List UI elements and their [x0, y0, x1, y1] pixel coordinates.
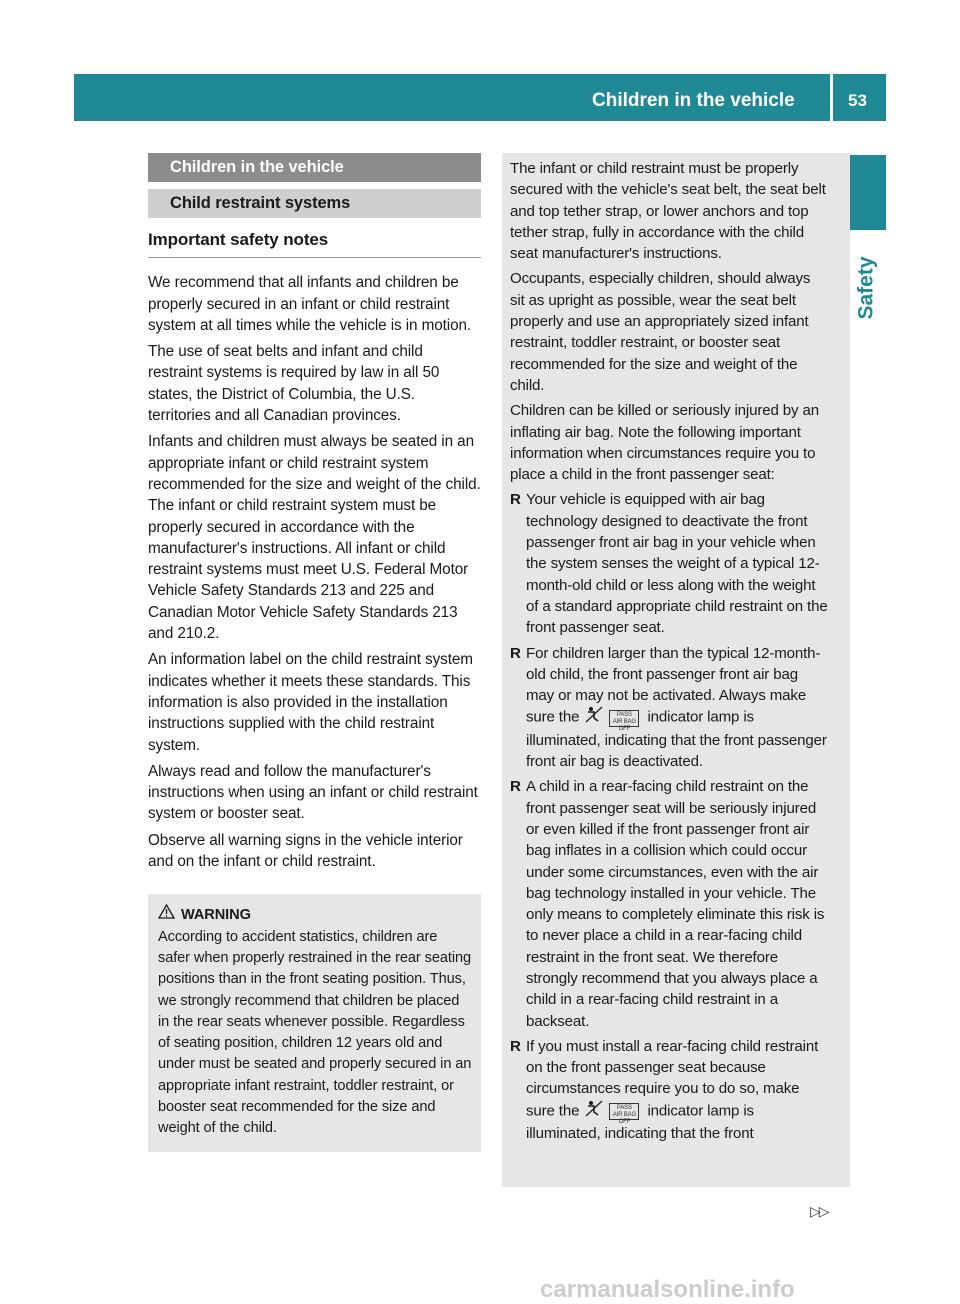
right-column — [510, 158, 828, 1148]
passenger-airbag-off-icon — [585, 1100, 603, 1123]
paragraph: Observe all warning signs in the vehicle interior and on the infant or child restraint. — [148, 831, 463, 871]
header-divider — [830, 74, 833, 121]
bullet-marker: R — [510, 491, 521, 509]
pass-airbag-off-lamp-icon: PASS AIR BAG OFF — [609, 1103, 639, 1120]
left-column — [148, 153, 481, 1152]
warning-header — [158, 904, 473, 926]
passenger-airbag-off-icon — [585, 706, 603, 729]
warning-triangle-icon — [158, 904, 175, 926]
paragraph: The infant or child restraint must be properly secured with the vehicle's seat belt, the seat belt and top tether strap, or lower anchors and top tether strap, fully in accordance with the child seat manufacturer's instructions. — [510, 160, 826, 263]
page-header-title: Children in the vehicle — [592, 90, 795, 111]
paragraph: Always read and follow the manufacturer's instructions when using an infant or child restraint system or booster seat. — [148, 762, 478, 823]
subsection-title-bar: Child restraint systems — [148, 189, 481, 218]
pass-airbag-off-lamp-icon: PASS AIR BAG OFF — [609, 710, 639, 727]
warning-label: WARNING — [181, 906, 251, 923]
page-number: 53 — [848, 91, 867, 110]
bullet-marker: R — [510, 1037, 521, 1055]
bullet-item: R If you must install a rear-facing child restraint on the front passenger seat because circumstances require you to do so, make sure the PASS AIR BAG OFF indicator lamp is illuminated, indicating that the front — [510, 1036, 828, 1144]
paragraph: Infants and children must always be seated in an appropriate infant or child restraint system recommended for the size and weight of the child. The infant or child restraint system must be properly secured in accordance with the manufacturer's instructions. All infant or child restraint systems must meet U.S. Federal Motor Vehicle Safety Standards 213 and 225 and Canadian Motor Vehicle Safety Standards 213 and 210.2. — [148, 433, 481, 643]
bullet-marker: R — [510, 778, 521, 796]
watermark: carmanualsonline.info — [540, 1276, 795, 1303]
paragraph: We recommend that all infants and children be properly secured in an infant or child restraint system at all times while the vehicle is in motion. — [148, 274, 472, 334]
section-heading: Important safety notes — [148, 229, 481, 258]
paragraph: The use of seat belts and infant and child restraint systems is required by law in all 50 states, the District of Columbia, the U.S. territories and all Canadian provinces. — [148, 343, 440, 425]
bullet-marker: R — [510, 644, 521, 662]
paragraph: An information label on the child restraint system indicates whether it meets these standards. This information is also provided in the installation instructions supplied with the child restraint system. — [148, 651, 473, 754]
continue-arrow-icon: ▷▷ — [810, 1203, 828, 1219]
left-body — [148, 272, 481, 872]
side-tab-marker — [848, 155, 886, 230]
bullet-item: R A child in a rear-facing child restraint on the front passenger seat will be seriously injured or even killed if the front passenger front air bag inflates in a collision which could occur under some circumstances, even with the air bag technology installed in your vehicle. The only means to completely eliminate this risk is to never place a child in a rear-facing child restraint in the front seat. We therefore strongly recommend that you always place a child in a rear-facing child restraint in a backseat. — [510, 776, 828, 1032]
bullet-item: R For children larger than the typical 12-month-old child, the front passenger front air bag may or may not be activated. Always make sure the PASS AIR BAG OFF indicator lamp is illuminated, indicating that the front passenger front air bag is deactivated. — [510, 643, 828, 773]
warning-text: According to accident statistics, children are safer when properly restrained in the rear seating positions than in the front seating position. Thus, we strongly recommend that children be placed in the rear seats whenever possible. Regardless of seating position, children 12 years old and under must be seated and properly secured in an appropriate infant restraint, toddler restraint, or booster seat recommended for the size and weight of the child. — [158, 928, 472, 1137]
bullet-item: R Your vehicle is equipped with air bag technology designed to deactivate the front passenger front air bag in your vehicle when the system senses the weight of a typical 12-month-old child or less along with the weight of a standard appropriate child restraint on the front passenger seat. — [510, 489, 828, 638]
paragraph: Children can be killed or seriously injured by an inflating air bag. Note the following important information when circumstances require you to place a child in the front passenger seat: — [510, 402, 819, 484]
side-tab-label: Safety — [855, 256, 878, 320]
warning-box — [148, 894, 481, 1151]
section-title-bar: Children in the vehicle — [148, 153, 481, 182]
paragraph: Occupants, especially children, should always sit as upright as possible, wear the seat belt properly and use an appropriately sized infant restraint, toddler restraint, or booster seat recommended for the size and weight of the child. — [510, 270, 811, 394]
